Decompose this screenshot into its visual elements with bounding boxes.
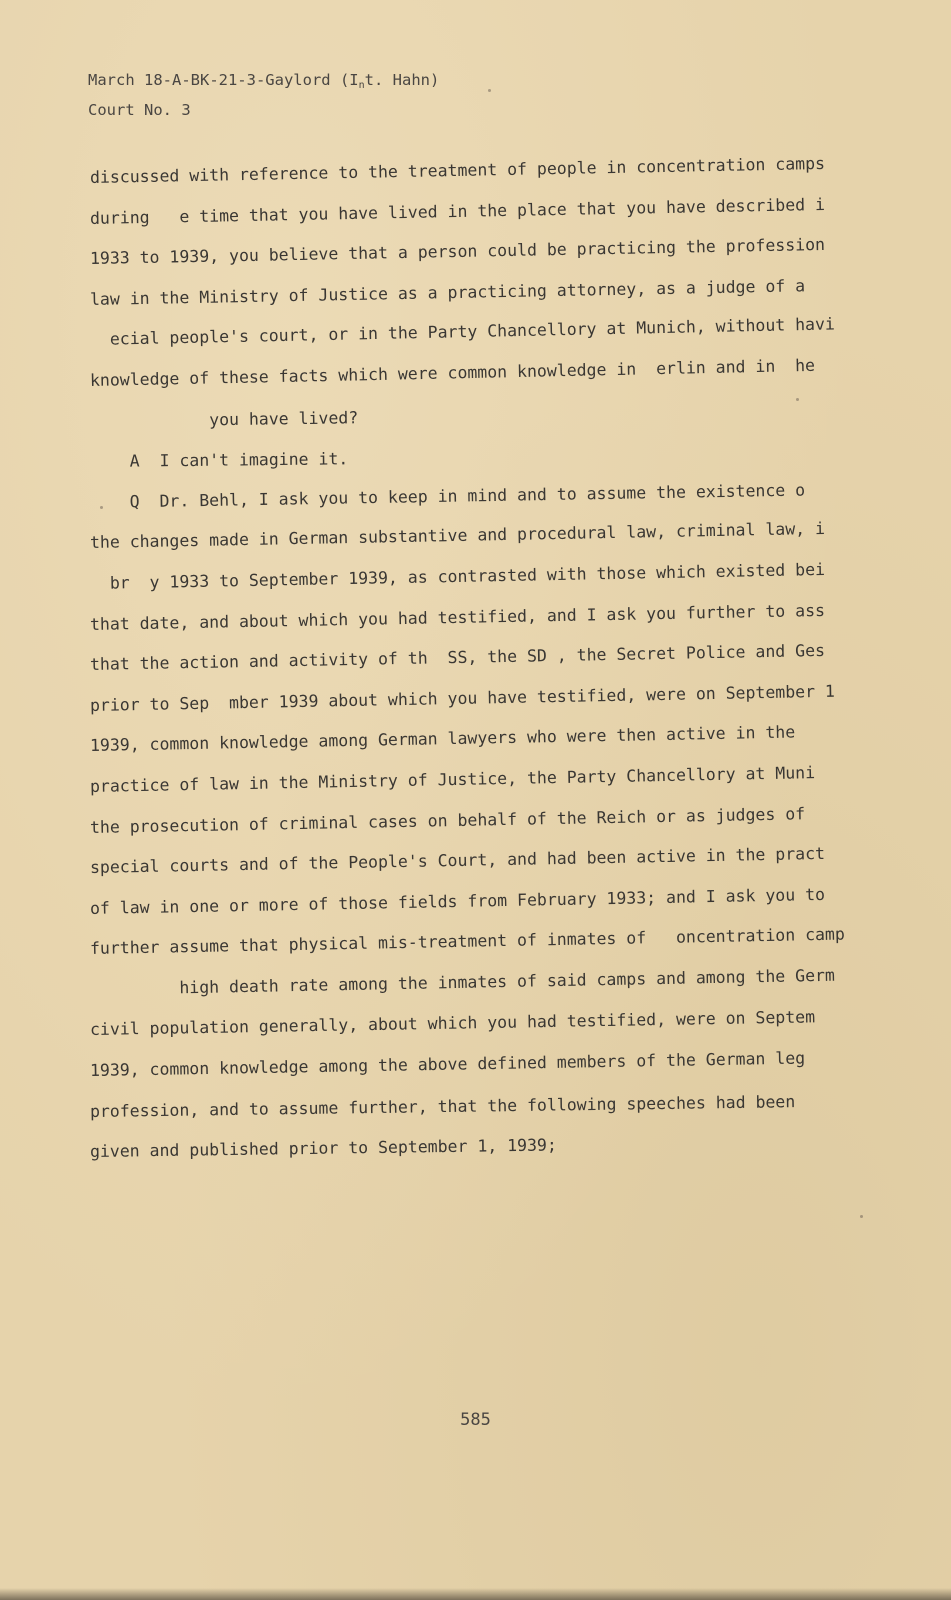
transcript-line: br y 1933 to September 1939, as contrasted with those which existed bei xyxy=(89,559,826,593)
header-reference-prefix: March 18-A-BK-21-3-Gaylord (I xyxy=(88,71,359,89)
transcript-line: high death rate among the inmates of said camps and among the Germ xyxy=(89,965,836,999)
transcript-line: law in the Ministry of Justice as a practicing attorney, as a judge of a xyxy=(89,276,806,309)
paper-speck xyxy=(796,398,799,401)
transcript-line: discussed with reference to the treatment of people in concentration camps xyxy=(89,153,826,187)
transcript-line: the prosecution of criminal cases on behalf of the Reich or as judges of xyxy=(89,803,806,837)
transcript-line: that the action and activity of th SS, the SD , the Secret Police and Ges xyxy=(89,641,826,675)
transcript-line: of law in one or more of those fields from February 1933; and I ask you to xyxy=(89,884,826,918)
transcript-line: given and published prior to September 1, 1939; xyxy=(89,1135,557,1162)
transcript-body xyxy=(89,153,880,1173)
transcript-line: 1939, common knowledge among the above defined members of the German leg xyxy=(89,1048,806,1081)
transcript-line: during e time that you have lived in the place that you have described i xyxy=(89,194,826,228)
transcript-line: prior to Sep mber 1939 about which you have testified, were on September 1 xyxy=(89,681,836,715)
transcript-line: practice of law in the Ministry of Justice, the Party Chancellory at Muni xyxy=(89,762,816,796)
transcript-line: the changes made in German substantive and procedural law, criminal law, i xyxy=(89,519,826,553)
paper-speck xyxy=(100,506,103,509)
paper-speck xyxy=(860,1215,863,1218)
transcript-line: profession, and to assume further, that the following speeches had been xyxy=(89,1091,796,1121)
transcript-line: 1939, common knowledge among German lawyers who were then active in the xyxy=(89,722,796,756)
transcript-line: special courts and of the People's Court, and had been active in the pract xyxy=(89,843,826,878)
transcript-line: knowledge of these facts which were common knowledge in erlin and in he xyxy=(89,355,816,390)
transcript-question-line: Q Dr. Behl, I ask you to keep in mind and to assume the existence o xyxy=(89,480,806,512)
header-reference-subscript: n xyxy=(358,80,365,91)
header-reference-line xyxy=(88,68,439,98)
transcript-line: 1933 to 1939, you believe that a person could be practicing the profession xyxy=(89,235,826,269)
header-reference-suffix: t. Hahn) xyxy=(364,71,440,89)
transcript-line: you have lived? xyxy=(89,407,359,431)
transcript-answer-line: A I can't imagine it. xyxy=(89,449,349,472)
paper-speck xyxy=(488,89,491,92)
page-number: 585 xyxy=(460,1410,491,1430)
transcript-line: civil population generally, about which you had testified, were on Septem xyxy=(89,1007,816,1040)
header-court-line: Court No. 3 xyxy=(88,101,191,119)
transcript-line: that date, and about which you had testified, and I ask you further to ass xyxy=(89,600,826,634)
document-header xyxy=(88,68,439,122)
transcript-line: further assume that physical mis-treatment of inmates of oncentration camp xyxy=(89,924,846,959)
transcript-line: ecial people's court, or in the Party Chancellory at Munich, without havi xyxy=(89,314,836,350)
